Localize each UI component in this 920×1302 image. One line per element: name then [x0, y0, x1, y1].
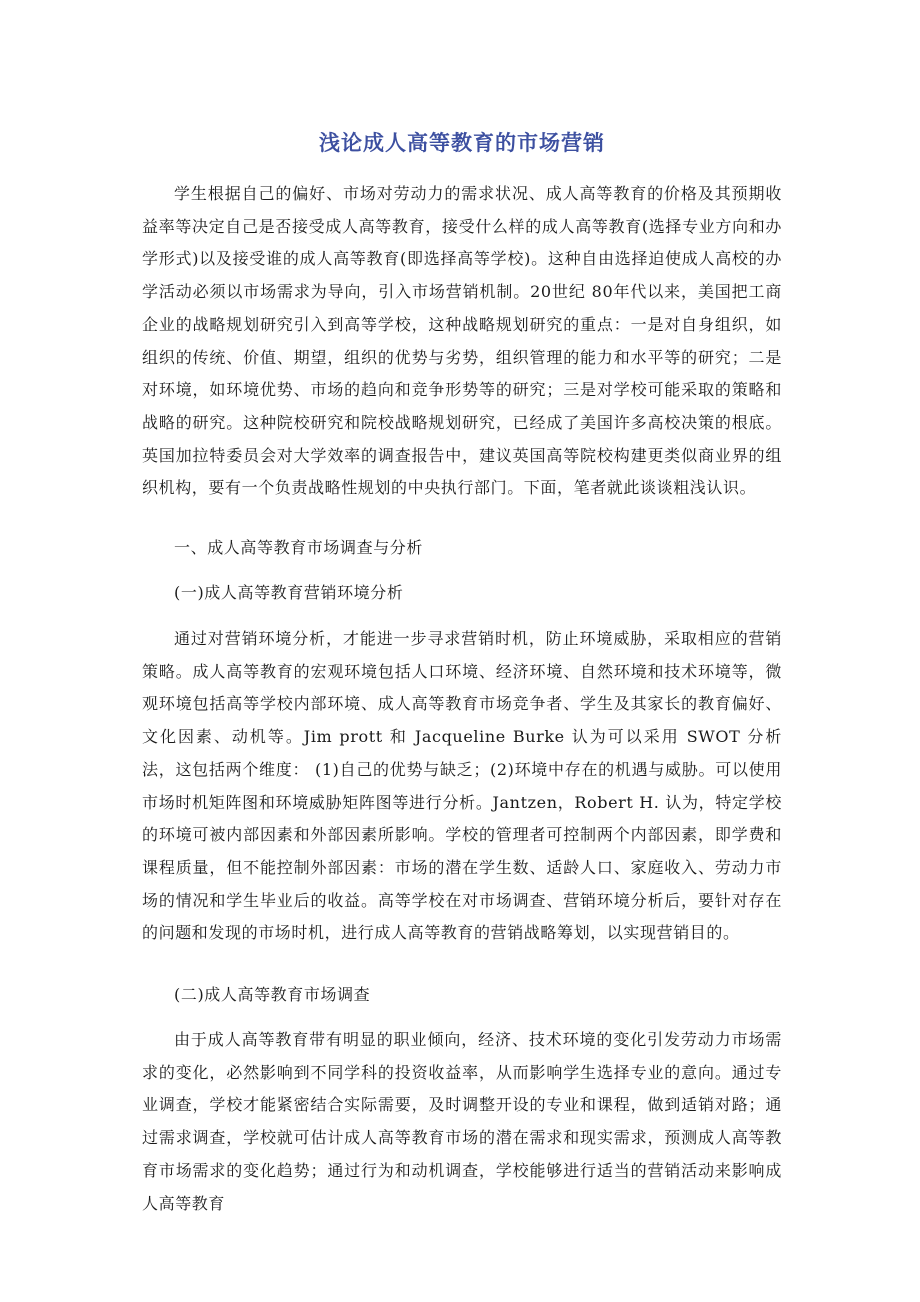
document-title: 浅论成人高等教育的市场营销: [319, 131, 605, 155]
section-heading: 一、成人高等教育市场调查与分析: [174, 538, 424, 557]
subsection-paragraph: 由于成人高等教育带有明显的职业倾向，经济、技术环境的变化引发劳动力市场需求的变化，必然影响到不同学科的投资收益率，从而影响学生选择专业的意向。通过专业调查，学校才能紧密结合实际需要，及时调整开设的专业和课程，做到适销对路；通过需求调查，学校就可估计成人高等教育市场的潜在需求和现实需求，预测成人高等教育市场需求的变化趋势；通过行为和动机调查，学校能够进行适当的营销活动来影响成人高等教育: [142, 1030, 782, 1213]
subsection-heading: (一)成人高等教育营销环境分析: [174, 583, 404, 602]
subsection-heading: (二)成人高等教育市场调查: [174, 985, 371, 1004]
intro-paragraph: 学生根据自己的偏好、市场对劳动力的需求状况、成人高等教育的价格及其预期收益率等决定自己是否接受成人高等教育，接受什么样的成人高等教育(选择专业方向和办学形式)以及接受谁的成人高等教育(即选择高等学校)。这种自由选择迫使成人高校的办学活动必须以市场需求为导向，引入市场营销机制。20世纪 80年代以来，美国把工商企业的战略规划研究引入到高等学校，这种战略规划研究的重点：一是对自身组织，如组织的传统、价值、期望，组织的优势与劣势，组织管理的能力和水平等的研究；二是对环境，如环境优势、市场的趋向和竞争形势等的研究；三是对学校可能采取的策略和战略的研究。这种院校研究和院校战略规划研究，已经成了美国许多高校决策的根底。英国加拉特委员会对大学效率的调查报告中，建议英国高等院校构建更类似商业界的组织机构，要有一个负责战略性规划的中央执行部门。下面，笔者就此谈谈粗浅认识。: [142, 184, 782, 498]
subsection-paragraph: 通过对营销环境分析，才能进一步寻求营销时机，防止环境威胁，采取相应的营销策略。成人高等教育的宏观环境包括人口环境、经济环境、自然环境和技术环境等，微观环境包括高等学校内部环境、成人高等教育市场竞争者、学生及其家长的教育偏好、文化因素、动机等。Jim prott 和 Jacqueline Burke 认为可以采用 SWOT 分析法，这包括两个维度： (1)自己的优势与缺乏；(2)环境中存在的机遇与威胁。可以使用市场时机矩阵图和环境威胁矩阵图等进行分析。Jantzen，Robert H. 认为，特定学校的环境可被内部因素和外部因素所影响。学校的管理者可控制两个内部因素，即学费和课程质量，但不能控制外部因素：市场的潜在学生数、适龄人口、家庭收入、劳动力市场的情况和学生毕业后的收益。高等学校在对市场调查、营销环境分析后，要针对存在的问题和发现的市场时机，进行成人高等教育的营销战略筹划，以实现营销目的。: [142, 629, 782, 943]
